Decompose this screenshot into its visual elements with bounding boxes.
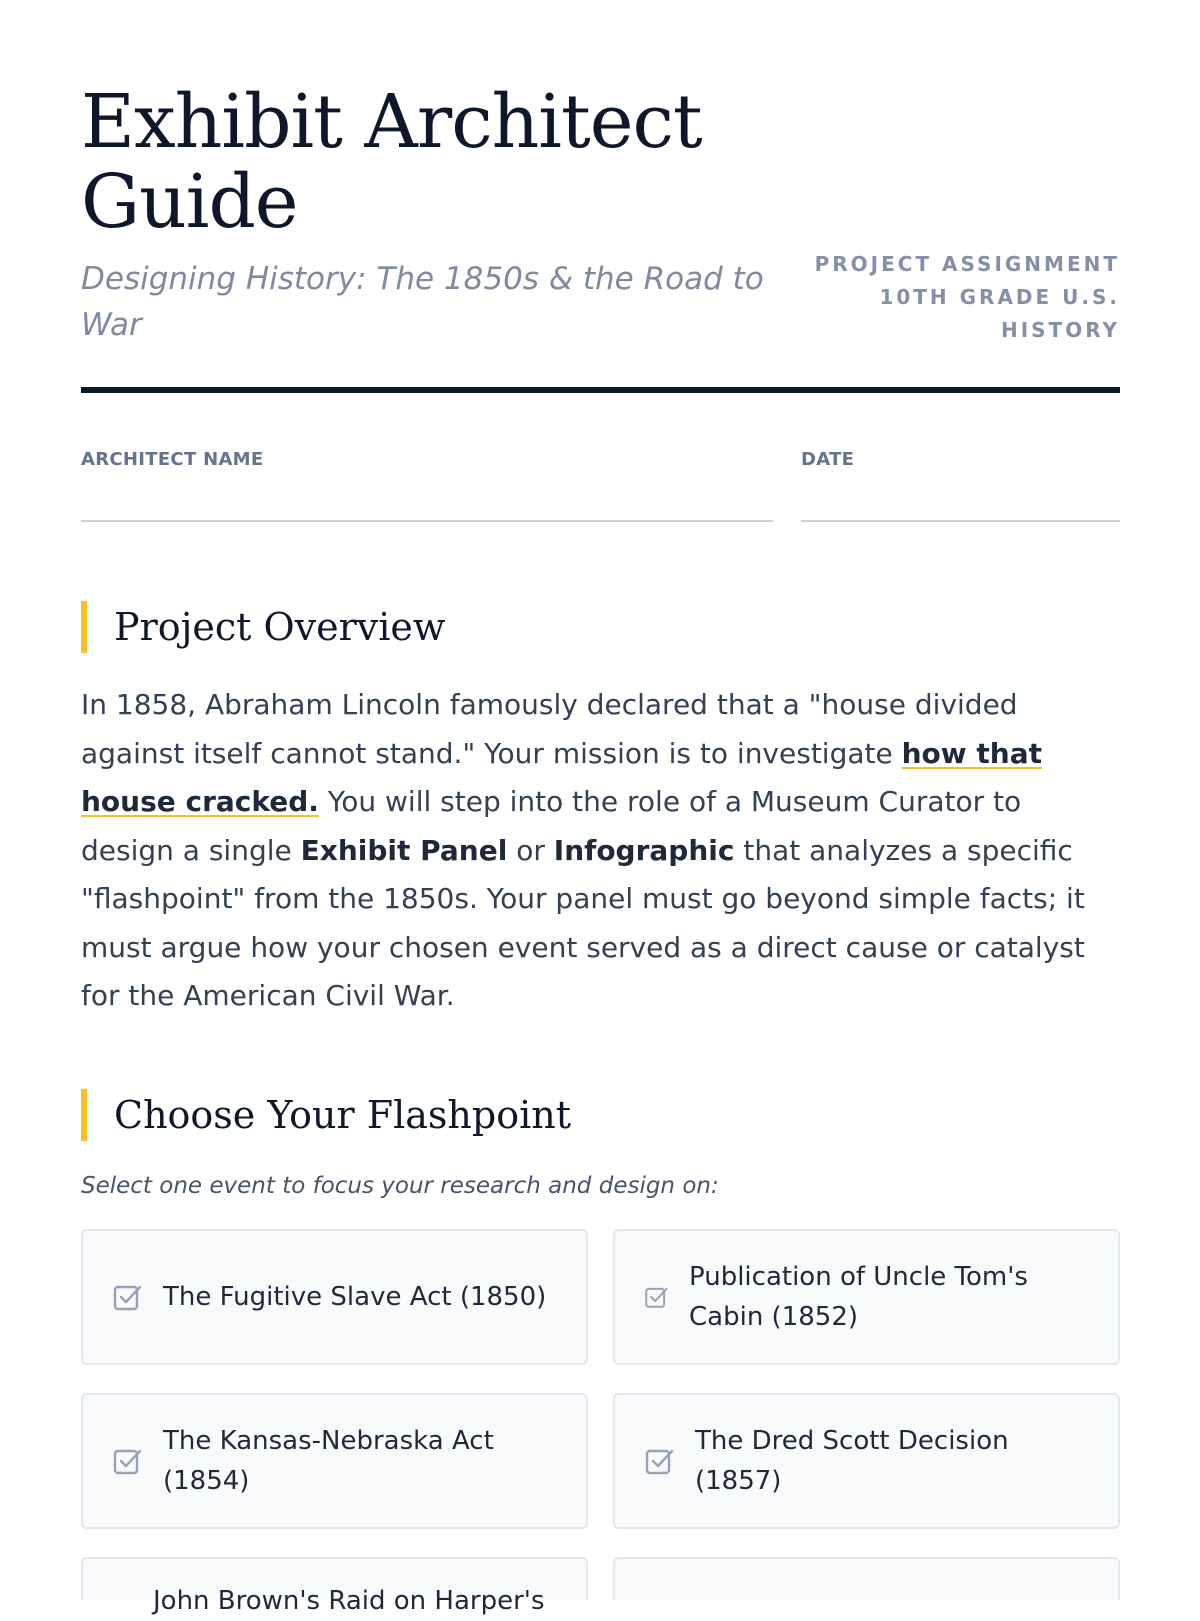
flashpoint-section-heading [81, 1089, 1120, 1141]
flashpoint-option[interactable] [81, 1557, 588, 1616]
overview-text-1: In 1858, Abraham Lincoln famously declared that a "house divided against itself cannot stand." Your mission is to investigate [81, 688, 1018, 770]
date-field[interactable] [801, 448, 1120, 522]
header [81, 0, 1120, 395]
overview-bold-exhibit-panel: Exhibit Panel [300, 833, 508, 867]
architect-name-field[interactable] [81, 448, 773, 522]
meta-line-1: PROJECT ASSIGNMENT [814, 252, 1120, 276]
checkbox-check-icon [643, 1284, 669, 1310]
header-divider [81, 387, 1120, 393]
checkbox-check-icon [111, 1445, 143, 1477]
page-title: Exhibit Architect Guide [81, 79, 702, 245]
page-subtitle: Designing History: The 1850s & the Road to War [81, 261, 764, 343]
flashpoint-option[interactable] [613, 1229, 1120, 1365]
overview-heading: Project Overview [114, 605, 446, 649]
flashpoint-option[interactable] [81, 1229, 588, 1365]
overview-text-4: that analyzes a specific "flashpoint" from the 1850s. Your panel must go beyond simple facts; it must argue how your chosen event served as a direct cause or catalyst for the American Civil War. [81, 833, 1085, 1012]
flashpoint-option[interactable] [81, 1393, 588, 1529]
flashpoint-option-label: The Dred Scott Decision (1857) [695, 1426, 1009, 1496]
flashpoint-instructions: Select one event to focus your research and design on: [81, 1173, 719, 1199]
student-fields [81, 448, 1120, 534]
overview-text-3: or [507, 833, 554, 867]
architect-name-line[interactable] [81, 520, 773, 522]
heading-accent-bar [81, 601, 87, 653]
flashpoint-option-label: The Fugitive Slave Act (1850) [163, 1282, 547, 1312]
overview-paragraph [81, 681, 1120, 1021]
flashpoint-option[interactable] [613, 1557, 1120, 1600]
flashpoint-option-label: Publication of Uncle Tom's Cabin (1852) [689, 1262, 1028, 1332]
date-line[interactable] [801, 520, 1120, 522]
flashpoint-option-label: The Kansas-Nebraska Act (1854) [163, 1426, 494, 1496]
overview-highlight: how that house cracked. [81, 736, 1043, 818]
assignment-meta [800, 248, 1120, 347]
overview-section-heading [81, 601, 1120, 653]
overview-text-2: You will step into the role of a Museum Curator to design a single [81, 785, 1022, 867]
date-label: DATE [801, 449, 855, 470]
flashpoint-option-label: John Brown's Raid on Harper's [153, 1586, 545, 1616]
flashpoint-option[interactable] [613, 1393, 1120, 1529]
worksheet-page [81, 0, 1120, 1616]
overview-bold-infographic: Infographic [553, 833, 735, 867]
checkbox-check-icon [643, 1445, 675, 1477]
meta-line-2: 10TH GRADE U.S. [879, 285, 1120, 309]
heading-accent-bar [81, 1089, 87, 1141]
architect-name-label: ARCHITECT NAME [81, 449, 264, 470]
flashpoint-heading: Choose Your Flashpoint [114, 1093, 572, 1137]
checkbox-check-icon [111, 1281, 143, 1313]
meta-line-3: HISTORY [1000, 318, 1120, 342]
